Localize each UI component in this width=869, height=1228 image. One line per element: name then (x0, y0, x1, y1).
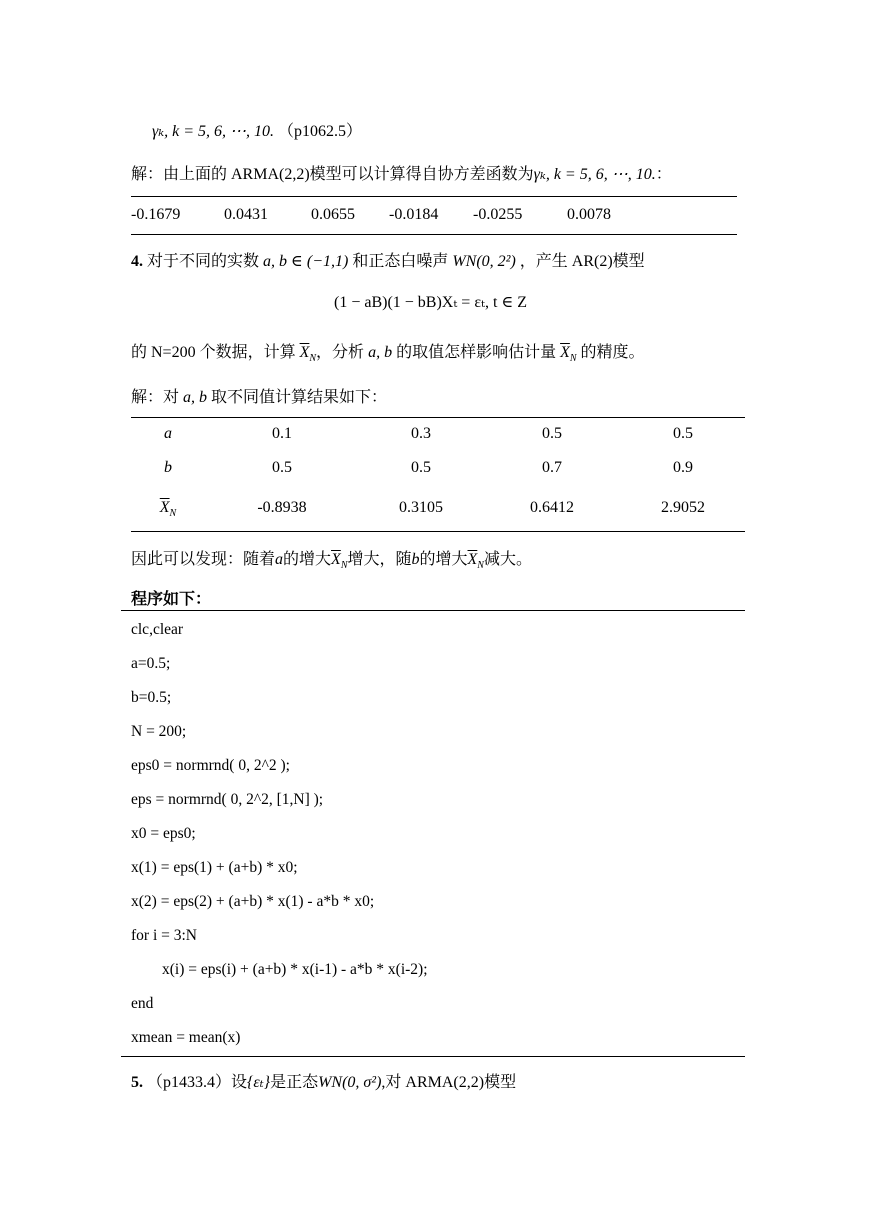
code-top-rule (121, 610, 745, 611)
table-cell: 0.5 (673, 425, 693, 442)
gamma-value: 0.0431 (224, 206, 268, 223)
q4-text-1: 对于不同的实数 (147, 253, 260, 270)
q5-math-1: {εₜ} (247, 1074, 271, 1091)
xn-symbol: $\overline{X}$ (331, 551, 341, 568)
row-label-xn (131, 499, 205, 519)
xn-symbol: $\overline{X}$ (299, 344, 310, 361)
gamma-values-row (131, 206, 647, 224)
answer-1-text: 解：由上面的 ARMA(2,2)模型可以计算得自协方差函数为 (131, 166, 534, 183)
answer-1-tail: ： (655, 166, 672, 183)
code-line: a=0.5; (131, 655, 171, 672)
table-cell: 0.5 (272, 459, 292, 476)
code-line: end (131, 995, 154, 1012)
table-cell: 0.6412 (530, 499, 574, 516)
q5-text-1: （p1433.4）设 (147, 1074, 248, 1091)
q4-text-2: 和正态白噪声 (352, 253, 449, 270)
code-bottom-rule (121, 1056, 745, 1057)
gamma-value: 0.0655 (311, 206, 355, 223)
conclusion-line (131, 546, 532, 571)
code-line: x(2) = eps(2) + (a+b) * x(1) - a*b * x0; (131, 893, 375, 910)
question-4-line-2 (131, 339, 645, 364)
program-heading: 程序如下： (131, 591, 212, 608)
xn-subscript: N (169, 508, 177, 520)
code-line: N = 200; (131, 723, 187, 740)
answer-1-math: γₖ, k = 5, 6, ⋯, 10. (533, 166, 656, 183)
gamma-value: -0.0184 (389, 206, 439, 223)
table-1-top-rule (131, 196, 737, 197)
problem-ref: （p1062.5） (278, 123, 363, 140)
gamma-math: γₖ, k = 5, 6, ⋯, 10. (152, 123, 275, 140)
xn-subscript: N (309, 353, 317, 365)
row-label-a: a (164, 425, 172, 442)
q5-math-2: WN(0, σ²) (318, 1074, 382, 1091)
q4-line2-text-c: 的取值怎样影响估计量 (396, 344, 557, 361)
ar2-equation-text: (1 − aB)(1 − bB)Xₜ = εₜ, t ∈ Z (334, 294, 528, 311)
conclusion-text-1: 因此可以发现：随着 (131, 551, 276, 568)
gamma-value: -0.1679 (131, 206, 181, 223)
table-1-bottom-rule (131, 234, 737, 235)
question-4-number: 4. (131, 253, 143, 270)
table-2-top-rule (131, 417, 745, 418)
xn-symbol: $\overline{X}$ (560, 344, 570, 361)
q4-line2-text-a: 的 N=200 个数据，计算 (131, 344, 296, 361)
xn-subscript: N (340, 560, 348, 572)
code-line: eps0 = normrnd( 0, 2^2 ); (131, 757, 290, 774)
question-5-number: 5. (131, 1074, 143, 1091)
conclusion-text-2: 的增大 (283, 551, 332, 568)
table-2-bottom-rule (131, 531, 745, 532)
table-row-xn (131, 499, 745, 519)
table-row-b (131, 459, 745, 477)
row-label-b: b (164, 459, 172, 476)
table-cell: 0.5 (411, 459, 431, 476)
answer-2-text-1: 解：对 (131, 389, 180, 406)
table-row-a (131, 425, 745, 443)
conclusion-a: a (275, 551, 284, 568)
table-cell: 2.9052 (661, 499, 705, 516)
question-4-line (131, 248, 645, 271)
code-line: for i = 3:N (131, 927, 197, 944)
conclusion-text-5: 减大。 (483, 551, 532, 568)
table-cell: 0.9 (673, 459, 693, 476)
answer-2-ab: a, b (183, 389, 208, 406)
conclusion-text-4: 的增大 (419, 551, 468, 568)
answer-2-line (131, 384, 387, 407)
code-line: eps = normrnd( 0, 2^2, [1,N] ); (131, 791, 324, 808)
table-cell: 0.3105 (399, 499, 443, 516)
q4-line2-text-b: ，分析 (316, 344, 365, 361)
table-cell: 0.3 (411, 425, 431, 442)
q4-text-3: ，产生 AR(2)模型 (519, 253, 645, 270)
q4-line2-ab: a, b (368, 344, 393, 361)
q4-line2-text-d: 的精度。 (580, 344, 645, 361)
gamma-range-line (152, 118, 362, 141)
answer-1-line (131, 161, 672, 184)
xn-subscript: N (569, 353, 577, 365)
table-cell: -0.8938 (257, 499, 307, 516)
answer-2-text-2: 取不同值计算结果如下： (211, 389, 388, 406)
xn-symbol: $\overline{X}$ (467, 551, 478, 568)
code-line: x(i) = eps(i) + (a+b) * x(i-1) - a*b * x(i-2); (131, 961, 428, 978)
code-line: xmean = mean(x) (131, 1029, 241, 1046)
xn-symbol: $\overline{X}$ (159, 499, 170, 516)
question-5-line (131, 1069, 516, 1092)
code-line: x(1) = eps(1) + (a+b) * x0; (131, 859, 298, 876)
q5-text-3: ,对 ARMA(2,2)模型 (381, 1074, 517, 1091)
q4-math-1: a, b ∈ (−1,1) (263, 253, 349, 270)
conclusion-text-3: 增大，随 (347, 551, 412, 568)
code-line: x0 = eps0; (131, 825, 196, 842)
xn-subscript: N (477, 560, 484, 572)
conclusion-b: b (411, 551, 420, 568)
table-cell: 0.1 (272, 425, 292, 442)
table-cell: 0.7 (542, 459, 562, 476)
gamma-value: -0.0255 (473, 206, 523, 223)
q5-text-2: 是正态 (270, 1074, 319, 1091)
ar2-equation (334, 292, 527, 312)
table-cell: 0.5 (542, 425, 562, 442)
code-line: clc,clear (131, 621, 184, 638)
q4-math-2: WN(0, 2²) (452, 253, 516, 270)
gamma-value: 0.0078 (567, 206, 611, 223)
code-line: b=0.5; (131, 689, 172, 706)
